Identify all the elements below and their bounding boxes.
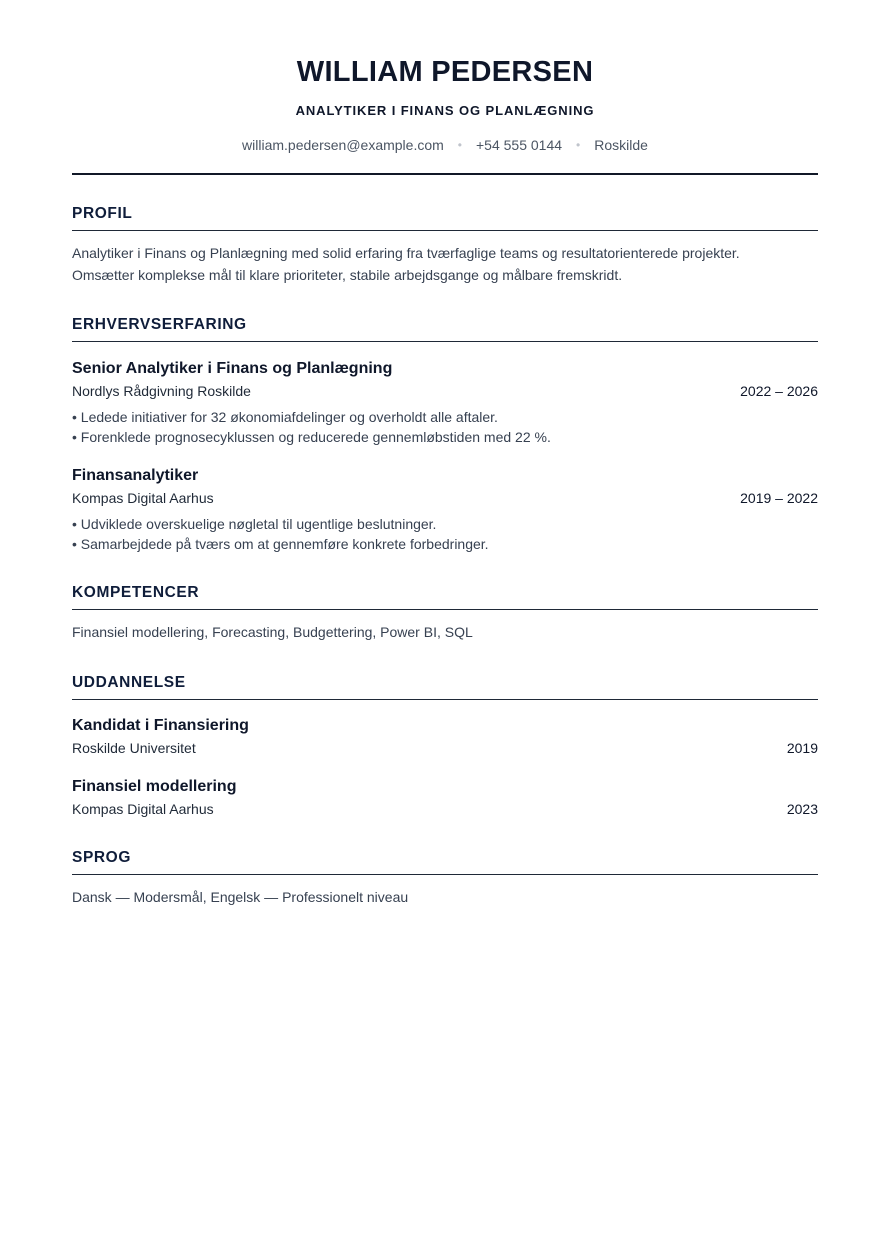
job-dates: 2019 – 2022 [740,490,818,506]
section-divider [72,874,818,875]
education-title: Kandidat i Finansiering [72,716,249,734]
job-dates: 2022 – 2026 [740,383,818,399]
education-year: 2023 [786,800,818,817]
contact-separator: • [457,138,462,152]
section-heading-profile: PROFIL [72,205,133,222]
job-entry [72,358,818,447]
section-heading-experience: ERHVERVSERFARING [72,316,247,333]
contact-phone[interactable]: +54 555 0144 [476,137,563,153]
section-divider [72,230,818,231]
job-bullets [72,407,818,447]
resume-header [72,0,818,175]
languages-section [72,848,818,909]
candidate-name: WILLIAM PEDERSEN [296,56,594,88]
education-meta [72,799,818,819]
job-meta [72,381,818,401]
education-meta [72,738,818,758]
section-divider [72,341,818,342]
education-entry [72,776,818,819]
skills-text: Finansiel modellering, Forecasting, Budgettering, Power BI, SQL [72,624,473,640]
contact-email[interactable]: william.pedersen@example.com [242,137,444,153]
profile-section [72,204,818,286]
section-divider [72,699,818,700]
header-divider [72,173,818,175]
education-section [72,673,818,819]
contact-location: Roskilde [594,137,648,153]
candidate-title: ANALYTIKER I FINANS OG PLANLÆGNING [295,103,595,118]
education-entry [72,715,818,758]
education-title: Finansiel modellering [72,777,237,795]
job-bullet: • Forenklede prognosecyklussen og reducerede gennemløbstiden med 22 %. [72,429,551,445]
job-company: Nordlys Rådgivning Roskilde [72,383,251,399]
job-bullet: • Samarbejdede på tværs om at gennemføre konkrete forbedringer. [72,536,489,552]
education-institution: Roskilde Universitet [72,739,196,756]
contact-line [72,135,818,155]
job-bullet: • Ledede initiativer for 32 økonomiafdelinger og overholdt alle aftaler. [72,409,498,425]
section-divider [72,609,818,610]
education-institution: Kompas Digital Aarhus [72,800,214,817]
skills-section [72,583,818,644]
job-bullets [72,514,818,554]
experience-section [72,315,818,554]
job-title: Senior Analytiker i Finans og Planlægning [72,360,393,377]
education-year: 2019 [786,739,818,756]
contact-separator: • [576,138,581,152]
job-company: Kompas Digital Aarhus [72,490,214,506]
job-entry [72,465,818,554]
section-heading-education: UDDANNELSE [72,673,186,691]
profile-line: Analytiker i Finans og Planlægning med solid erfaring fra tværfaglige teams og resultatorienterede projekter. [72,245,740,261]
profile-text [72,243,818,286]
section-heading-skills: KOMPETENCER [72,584,200,601]
job-meta [72,488,818,508]
job-title: Finansanalytiker [72,467,199,484]
profile-line: Omsætter komplekse mål til klare prioriteter, stabile arbejdsgange og målbare fremskridt. [72,266,623,283]
languages-text: Dansk — Modersmål, Engelsk — Professionelt niveau [72,888,409,905]
section-heading-languages: SPROG [72,848,131,866]
job-bullet: • Udviklede overskuelige nøgletal til ugentlige beslutninger. [72,516,437,532]
